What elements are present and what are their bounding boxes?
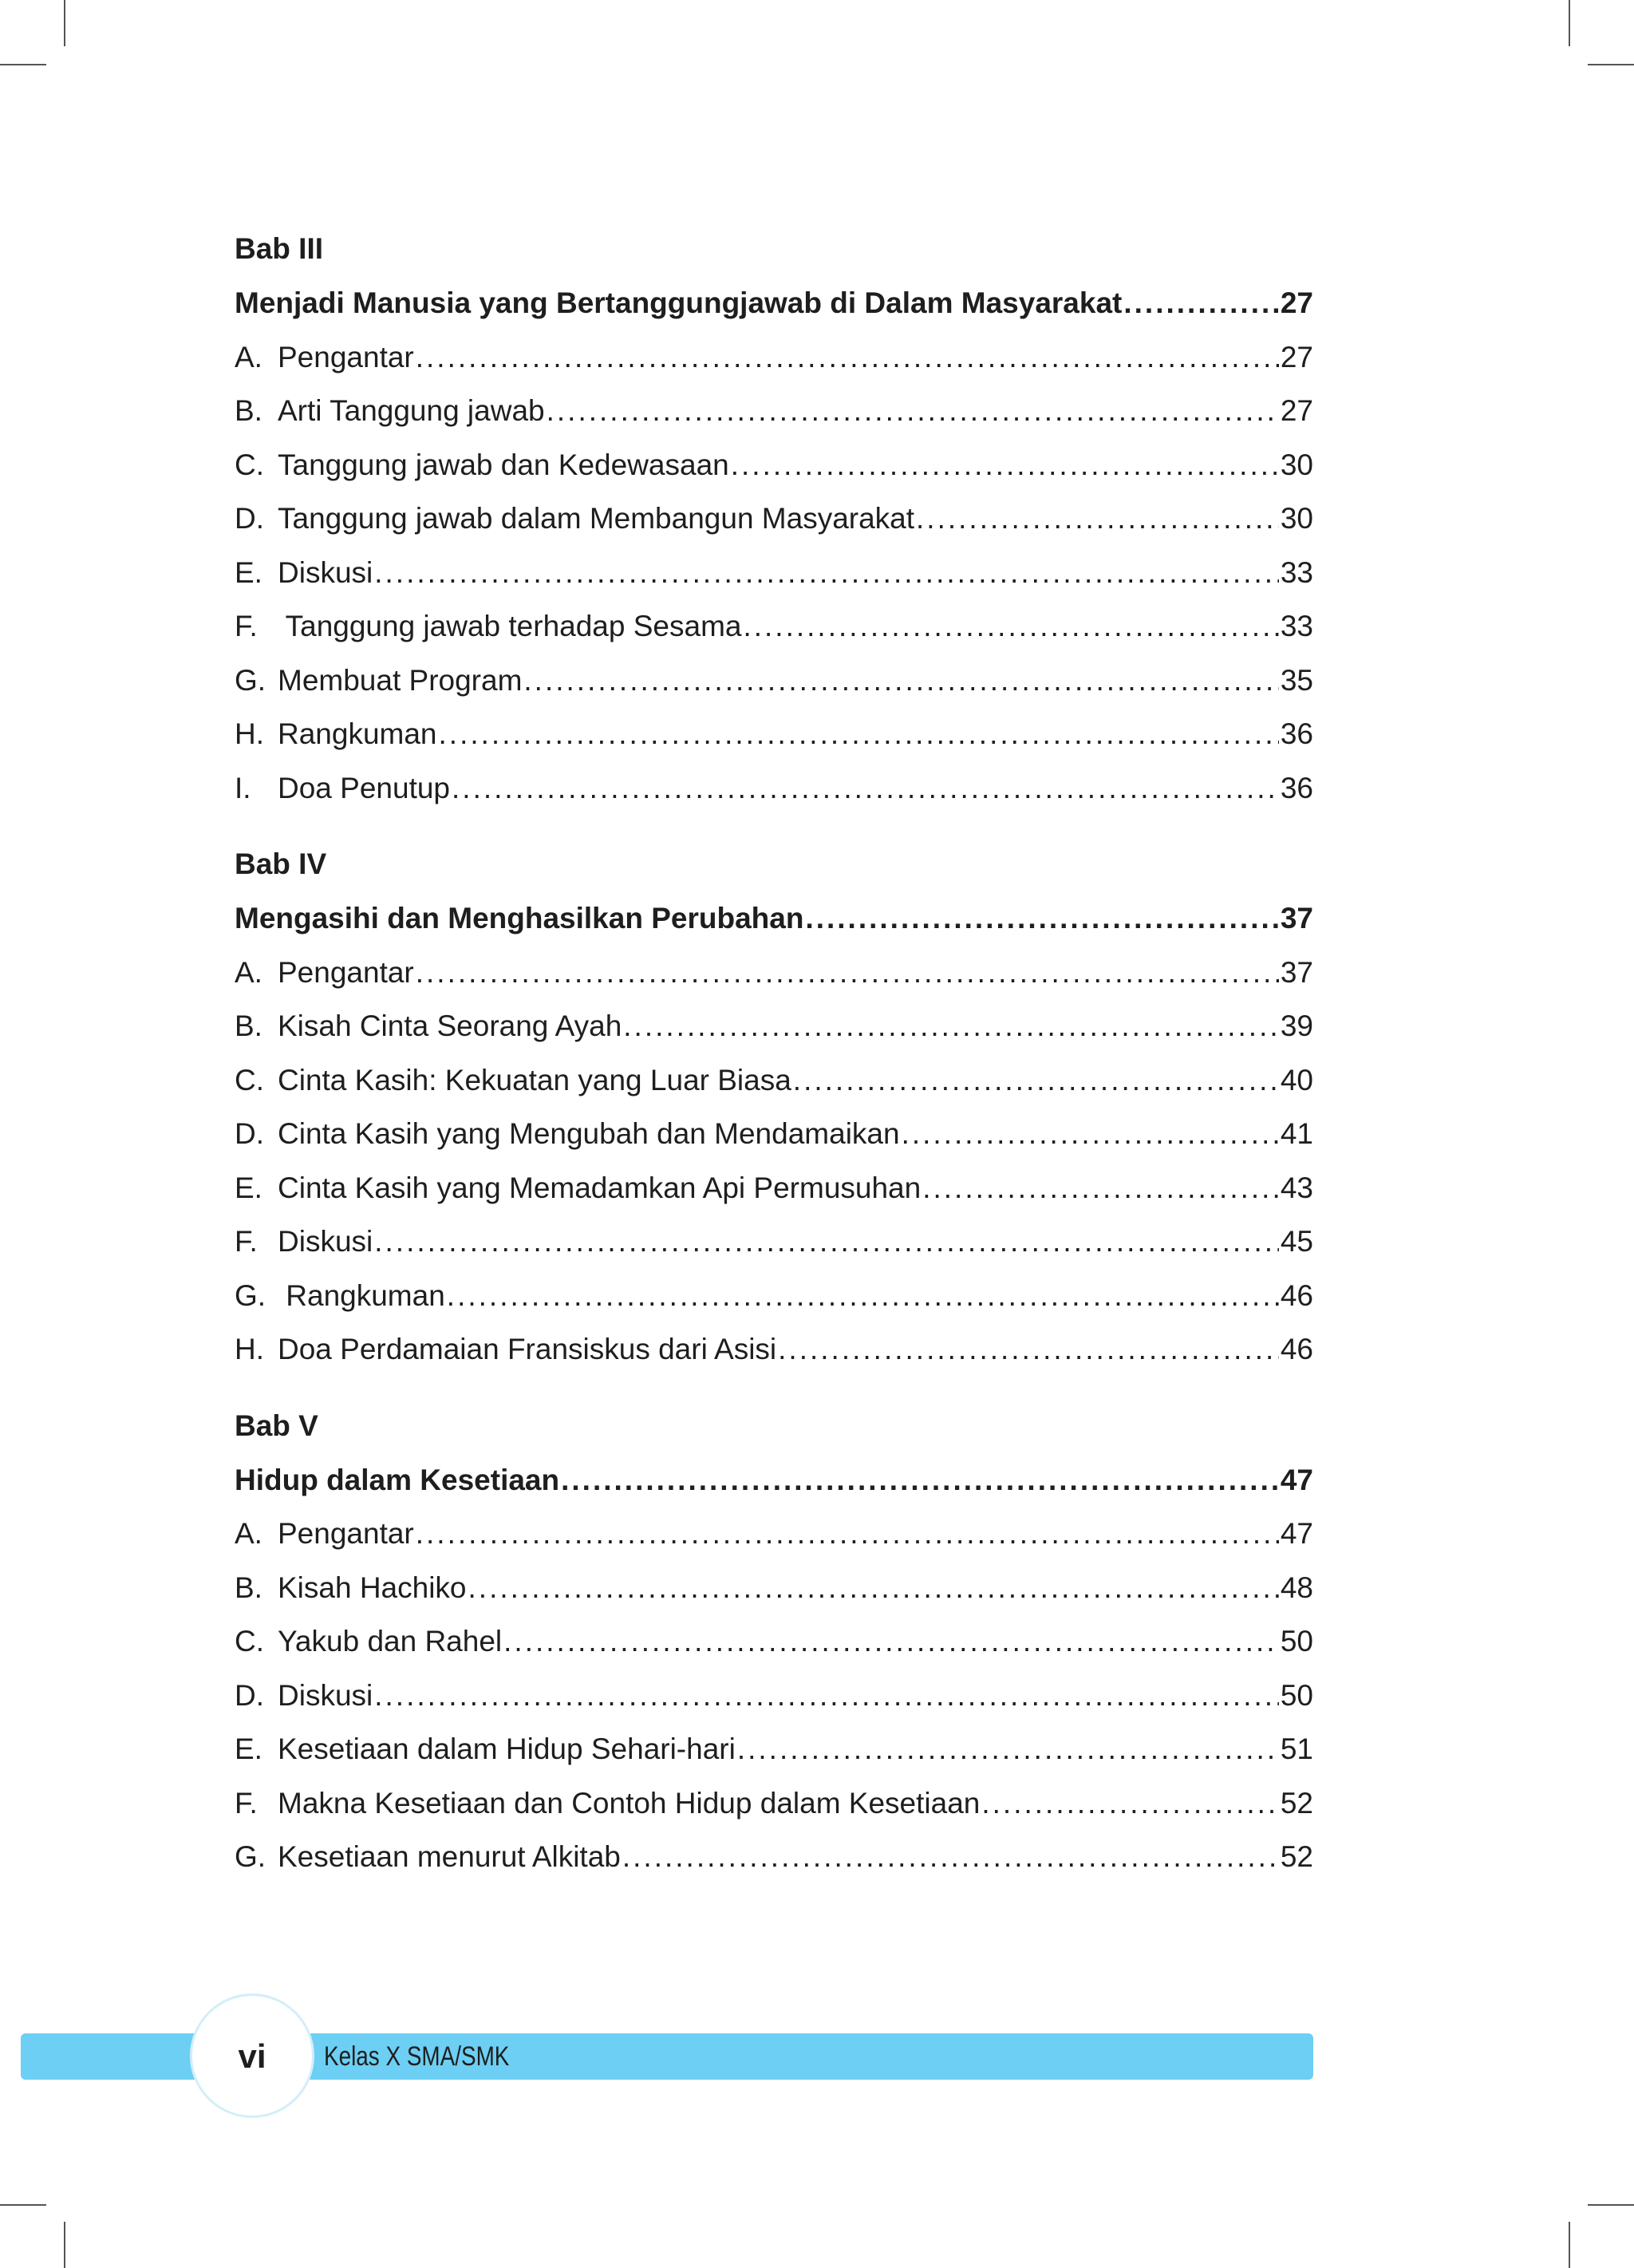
entry-page-number: 50 [1280,1625,1313,1658]
dot-leader [793,1053,1279,1108]
crop-mark [64,0,65,46]
toc-entry[interactable] [235,1669,1313,1723]
entry-title: Yakub dan Rahel [278,1625,503,1658]
entry-title: Cinta Kasih yang Mengubah dan Mendamaikan [278,1117,900,1150]
toc-entry[interactable] [235,1107,1313,1161]
entry-title: Doa Perdamaian Fransiskus dari Asisi [278,1333,777,1365]
entry-letter: C. [235,1625,264,1658]
dot-leader [922,1161,1279,1215]
entry-page-number: 50 [1280,1678,1313,1712]
toc-entry[interactable] [235,1614,1313,1669]
entry-title: Kesetiaan dalam Hidup Sehari-hari [278,1733,736,1765]
dot-leader [374,1215,1279,1269]
toc-entry[interactable] [235,654,1313,708]
entry-title: Kisah Hachiko [278,1571,467,1604]
entry-letter: F. [235,1225,258,1258]
toc-entry[interactable] [235,707,1313,761]
entry-title: Rangkuman [278,1278,445,1312]
dot-leader [374,546,1279,600]
entry-letter: C. [235,1063,264,1096]
entry-page-number: 27 [1280,340,1313,373]
toc-entry[interactable] [235,546,1313,600]
entry-page-number: 35 [1280,663,1313,697]
entry-title: Cinta Kasih yang Memadamkan Api Permusuhan [278,1171,922,1204]
toc-entry[interactable] [235,1322,1313,1377]
entry-title: Diskusi [278,1678,373,1712]
chapter-title: Hidup dalam Kesetiaan [235,1463,560,1496]
dot-leader [623,999,1279,1053]
dot-leader [743,599,1278,654]
dot-leader [547,384,1279,438]
chapter-label: Bab IV [235,848,327,880]
chapter-title-row[interactable] [235,891,1313,946]
dot-leader [778,1322,1279,1377]
toc-entry[interactable] [235,1161,1313,1215]
toc-entry[interactable] [235,1830,1313,1884]
chapter-section [235,222,1313,815]
entry-page-number: 39 [1280,1010,1313,1042]
entry-page-number: 52 [1280,1840,1313,1873]
entry-letter: F. [235,610,258,642]
toc-entry[interactable] [235,384,1313,438]
entry-title: Pengantar [278,340,414,373]
crop-mark [0,2204,46,2206]
crop-mark [1588,64,1634,65]
entry-title: Tanggung jawab dan Kedewasaan [278,448,729,481]
page-number: vi [238,2037,266,2075]
entry-page-number: 43 [1280,1171,1313,1204]
entry-letter: B. [235,1571,262,1604]
entry-letter: B. [235,1010,262,1042]
dot-leader [447,1269,1279,1323]
entry-letter: H. [235,1333,264,1365]
entry-page-number: 41 [1280,1117,1313,1150]
toc-entry[interactable] [235,1269,1313,1323]
chapter-title: Mengasihi dan Menghasilkan Perubahan [235,902,804,934]
entry-page-number: 46 [1280,1278,1313,1312]
entry-page-number: 27 [1280,394,1313,427]
toc-entry[interactable] [235,946,1313,1000]
entry-title: Pengantar [278,955,414,989]
dot-leader [503,1614,1279,1669]
chapter-label: Bab V [235,1409,318,1442]
entry-title: Kesetiaan menurut Alkitab [278,1840,621,1873]
toc-entry[interactable] [235,1053,1313,1108]
dot-leader [902,1107,1279,1161]
toc-entry[interactable] [235,438,1313,492]
entry-title: Rangkuman [278,717,437,750]
entry-title: Tanggung jawab terhadap Sesama [278,610,742,642]
crop-mark [0,64,46,65]
entry-letter: E. [235,1733,262,1765]
toc-entry[interactable] [235,999,1313,1053]
toc-entry[interactable] [235,761,1313,816]
entry-title: Pengantar [278,1517,414,1550]
chapter-title-row[interactable] [235,276,1313,330]
entry-letter: E. [235,555,262,589]
dot-leader [622,1830,1279,1884]
entry-letter: A. [235,340,262,373]
toc-entry[interactable] [235,599,1313,654]
entry-letter: D. [235,1678,264,1712]
toc-entry[interactable] [235,492,1313,546]
entry-page-number: 37 [1280,955,1313,989]
dot-leader [561,1453,1279,1507]
entry-page-number: 36 [1280,771,1313,804]
toc-entry[interactable] [235,1776,1313,1831]
dot-leader [523,654,1278,708]
entry-title: Kisah Cinta Seorang Ayah [278,1010,622,1042]
toc-entry[interactable] [235,1507,1313,1561]
entry-page-number: 33 [1280,610,1313,642]
crop-mark [64,2222,65,2268]
dot-leader [737,1722,1279,1776]
entry-title: Cinta Kasih: Kekuatan yang Luar Biasa [278,1063,791,1096]
toc-entry[interactable] [235,1561,1313,1615]
book-label: Kelas X SMA/SMK [324,2041,510,2072]
entry-page-number: 48 [1280,1571,1313,1604]
dot-leader [439,707,1279,761]
entry-page-number: 45 [1280,1225,1313,1258]
chapter-section [235,837,1313,1377]
dot-leader [416,946,1279,1000]
entry-letter: I. [235,771,251,804]
entry-title: Diskusi [278,1225,373,1258]
table-of-contents [235,222,1313,1906]
crop-mark [1569,0,1570,46]
entry-letter: D. [235,502,264,535]
dot-leader [452,761,1279,816]
footer-bar-left [21,2033,203,2080]
dot-leader [468,1561,1279,1615]
crop-mark [1588,2204,1634,2206]
entry-letter: C. [235,448,264,481]
chapter-title-row[interactable] [235,1453,1313,1507]
entry-page-number: 30 [1280,502,1313,535]
entry-title: Diskusi [278,555,373,589]
entry-page-number: 51 [1280,1733,1313,1765]
chapter-page-number: 37 [1280,902,1313,934]
entry-letter: G. [235,1278,266,1312]
entry-letter: E. [235,1171,262,1204]
entry-page-number: 46 [1280,1333,1313,1365]
chapter-page-number: 27 [1280,286,1313,319]
crop-mark [1569,2222,1570,2268]
toc-entry[interactable] [235,330,1313,385]
entry-title: Tanggung jawab dalam Membangun Masyarakat [278,502,915,535]
entry-page-number: 52 [1280,1786,1313,1820]
chapter-page-number: 47 [1280,1463,1313,1496]
dot-leader [731,438,1279,492]
entry-title: Makna Kesetiaan dan Contoh Hidup dalam Kesetiaan [278,1786,981,1820]
chapter-title: Menjadi Manusia yang Bertanggungjawab di Dalam Masyarakat [235,286,1123,319]
entry-page-number: 30 [1280,448,1313,481]
entry-letter: D. [235,1117,264,1150]
toc-entry[interactable] [235,1215,1313,1269]
entry-title: Doa Penutup [278,771,451,804]
entry-letter: H. [235,717,264,750]
entry-letter: G. [235,663,266,697]
dot-leader [374,1669,1279,1723]
entry-page-number: 40 [1280,1063,1313,1096]
chapter-section [235,1399,1313,1884]
entry-letter: A. [235,955,262,989]
entry-page-number: 36 [1280,717,1313,750]
dot-leader [1123,276,1278,330]
entry-letter: G. [235,1840,266,1873]
dot-leader [416,330,1279,385]
toc-entry[interactable] [235,1722,1313,1776]
entry-letter: B. [235,394,262,427]
entry-letter: A. [235,1517,262,1550]
chapter-label: Bab III [235,232,324,265]
entry-title: Arti Tanggung jawab [278,394,545,427]
dot-leader [916,492,1279,546]
entry-title: Membuat Program [278,663,523,697]
dot-leader [981,1776,1278,1831]
entry-page-number: 47 [1280,1517,1313,1550]
dot-leader [805,891,1278,946]
entry-letter: F. [235,1786,258,1820]
dot-leader [416,1507,1279,1561]
entry-page-number: 33 [1280,555,1313,589]
